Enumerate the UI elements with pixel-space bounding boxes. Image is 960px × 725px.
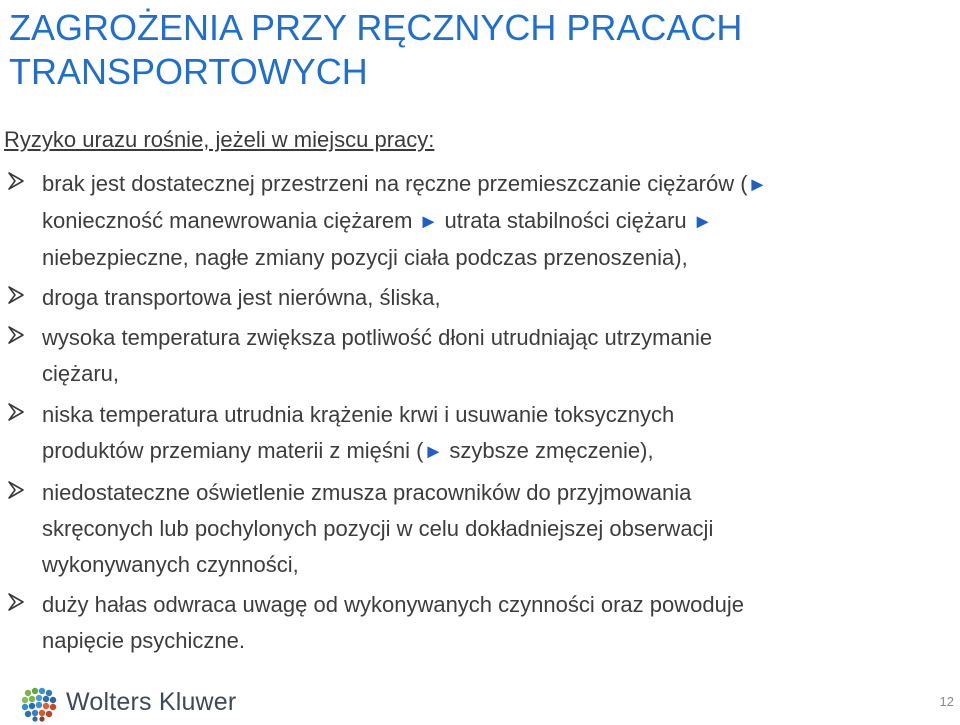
- arrow-bullet-icon: [6, 479, 26, 501]
- arrow-bullet-icon: [6, 401, 26, 423]
- pointer-arrow-icon: ►: [692, 211, 713, 233]
- logo-wordmark: Wolters Kluwer: [66, 688, 237, 716]
- pointer-arrow-icon: ►: [423, 441, 444, 463]
- arrow-bullet-icon: [6, 284, 26, 306]
- item-text: wykonywanych czynności,: [42, 552, 299, 577]
- arrow-bullet-icon: [6, 591, 26, 613]
- item-text: niedostateczne oświetlenie zmusza pracowników do przyjmowania: [42, 480, 692, 505]
- pointer-arrow-icon: ►: [747, 174, 768, 196]
- item-text: napięcie psychiczne.: [42, 628, 246, 653]
- arrow-bullet-icon: [6, 324, 26, 346]
- item-text: brak jest dostatecznej przestrzeni na ręczne przemieszczanie ciężarów (: [42, 171, 748, 196]
- intro-text: Ryzyko urazu rośnie, jeżeli w miejscu pracy:: [4, 127, 435, 152]
- item-text: skręconych lub pochylonych pozycji w celu dokładniejszej obserwacji: [42, 516, 714, 541]
- wolters-kluwer-logo: [20, 685, 260, 721]
- item-text: ciężaru,: [42, 361, 120, 386]
- item-text: niebezpieczne, nagłe zmiany pozycji ciała podczas przenoszenia),: [42, 245, 688, 270]
- item-text: droga transportowa jest nierówna, śliska,: [42, 285, 441, 310]
- item-text: konieczność manewrowania ciężarem: [42, 208, 419, 233]
- globe-logo-icon: [20, 685, 58, 723]
- item-text: szybsze zmęczenie),: [443, 438, 654, 463]
- item-text: wysoka temperatura zwiększa potliwość dłoni utrudniając utrzymanie: [42, 325, 713, 350]
- page-number: 12: [939, 694, 954, 709]
- item-text: utrata stabilności ciężaru: [438, 208, 693, 233]
- item-text: produktów przemiany materii z mięśni (: [42, 438, 424, 463]
- pointer-arrow-icon: ►: [418, 211, 439, 233]
- item-text: duży hałas odwraca uwagę od wykonywanych czynności oraz powoduje: [42, 592, 744, 617]
- item-text: niska temperatura utrudnia krążenie krwi i usuwanie toksycznych: [42, 402, 675, 427]
- arrow-bullet-icon: [6, 170, 26, 192]
- slide-title: ZAGROŻENIA PRZY RĘCZNYCH PRACACH TRANSPORTOWYCH: [9, 7, 743, 92]
